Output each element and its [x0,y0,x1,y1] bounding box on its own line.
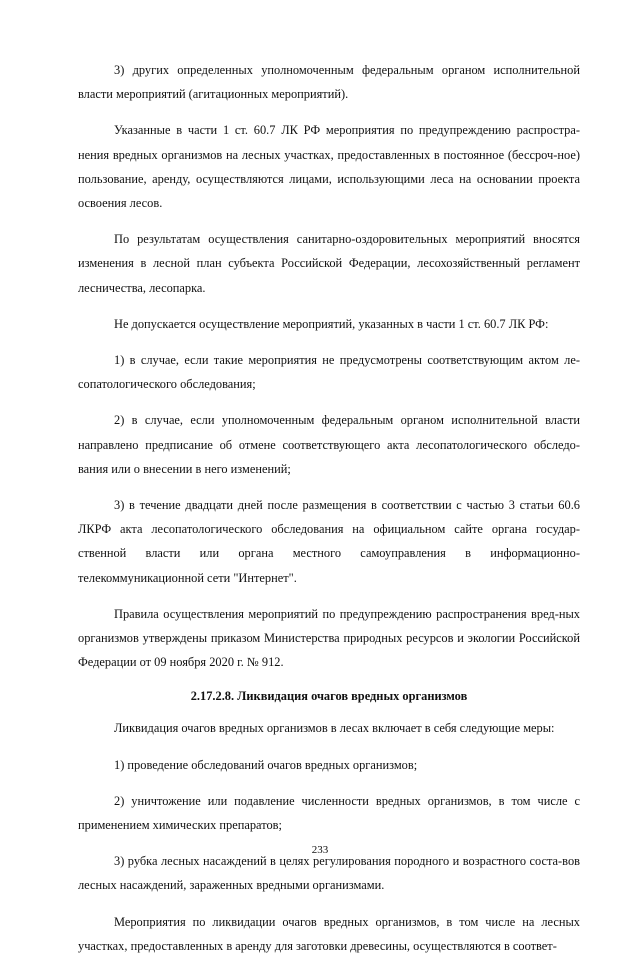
page-number: 233 [311,844,329,856]
paragraph-not-allowed-intro: Не допускается осуществление мероприятий, указанных в части 1 ст. 60.7 ЛК РФ: [114,316,549,331]
paragraph-not-allowed-item-3: 3) в течение двадцати дней после размещения в соответствии с частью 3 статьи 60.6 ЛКРФ акта лесопатологического обследования на официальном сайте органа государ-ственной власти или органа местного самоуправления в информационно-телекоммуникационной сети "Интернет". [78,498,580,585]
paragraph-not-allowed-item-2: 2) в случае, если уполномоченным федеральным органом исполнительной власти направлено предписание об отмене соответствующего акта лесопатологического обследо-вания или о внесении в него изменений; [78,413,580,476]
paragraph-not-allowed-item-1: 1) в случае, если такие мероприятия не предусмотрены соответствующим актом ле-сопатологического обследования; [78,353,580,392]
paragraph-liquidation-item-3: 3) рубка лесных насаждений в целях регулирования породного и возрастного соста-вов лесных насаждений, зараженных вредными организмами. [78,854,580,893]
paragraph-measures-performers: Указанные в части 1 ст. 60.7 ЛК РФ мероприятия по предупреждению распростра-нения вредных организмов на лесных участках, предоставленных в постоянное (бессроч-ное) пользование, аренду, осуществляются лицами, использующими леса на основании проекта освоения лесов. [78,123,580,211]
section-heading: 2.17.2.8. Ликвидация очагов вредных организмов [190,689,468,704]
paragraph-forest-plan-changes: По результатам осуществления санитарно-оздоровительных мероприятий вносятся изменения в лесной план субъекта Российской Федерации, лесохозяйственный регламент лесничества, лесопарка. [78,232,580,295]
paragraph-liquidation-intro: Ликвидация очагов вредных организмов в лесах включает в себя следующие меры: [114,721,555,736]
document-page [78,58,580,970]
paragraph-rules-order: Правила осуществления мероприятий по предупреждению распространения вред-ных организмов утверждены приказом Министерства природных ресурсов и экологии Российской Федерации от 09 ноября 2020 г. № 912. [78,606,580,670]
paragraph-liquidation-item-1: 1) проведение обследований очагов вредных организмов; [114,757,418,772]
paragraph-liquidation-item-2: 2) уничтожение или подавление численности вредных организмов, в том числе с применением химических препаратов; [78,793,580,833]
paragraph-liquidation-performers: Мероприятия по ликвидации очагов вредных организмов, в том числе на лесных участках, предоставленных в аренду для заготовки древесины, осуществляются в соответ- [78,914,580,953]
paragraph-agitation-measures: 3) других определенных уполномоченным федеральным органом исполнительной власти мероприятий (агитационных мероприятий). [78,63,580,102]
